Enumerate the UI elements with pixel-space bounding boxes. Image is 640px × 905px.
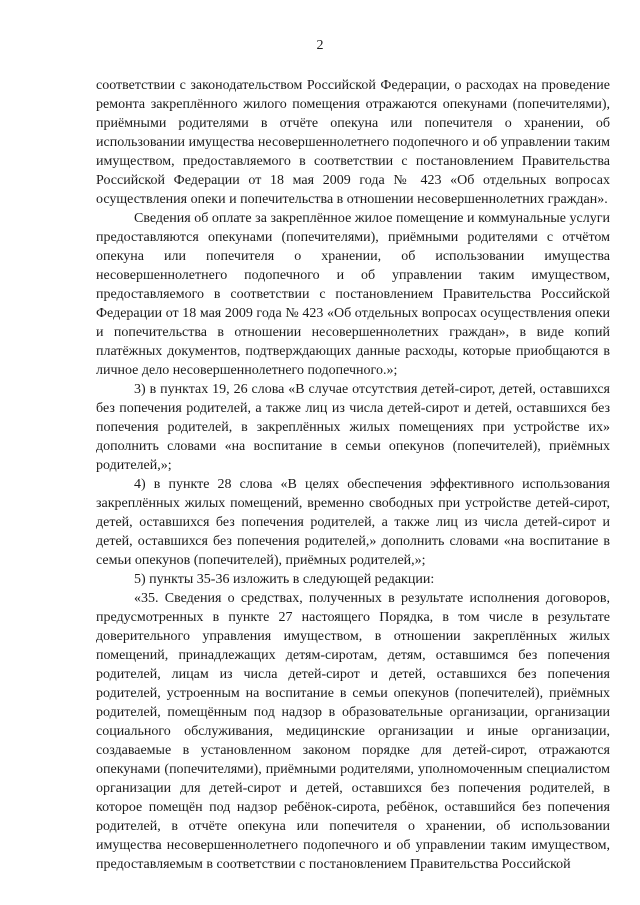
page-number: 2 [316,38,324,53]
document-body [96,76,610,874]
paragraph-5: 5) пункты 35-36 изложить в следующей редакции: [134,572,435,587]
paragraph-4: 4) в пункте 28 слова «В целях обеспечения эффективного использования закреплённых жилых помещений, временно свободных при устройстве детей-сирот, детей, оставшихся без попечения родителей, а также лиц из числа детей-сирот и детей, оставшихся без попечения родителей,» дополнить словами «на воспитание в семьи опекунов (попечителей), приёмных родителей,»; [96,477,610,568]
paragraph-2: Сведения об оплате за закреплённое жилое помещение и коммунальные услуги предоставляются опекунами (попечителями), приёмными родителями с отчётом опекуна или попечителя о хранении, об использовании имущества несовершеннолетнего подопечного и об управлении таким имуществом, предоставляемого в соответствии с постановлением Правительства Российской Федерации от 18 мая 2009 года № 423 «Об отдельных вопросах осуществления опеки и попечительства в отношении несовершеннолетних граждан», в виде копий платёжных документов, подтверждающих данные расходы, которые приобщаются в личное дело несовершеннолетнего подопечного.»; [96,211,610,378]
paragraph-1: соответствии с законодательством Российской Федерации, о расходах на проведение ремонта закреплённого жилого помещения отражаются опекунами (попечителями), приёмными родителями в отчёте опекуна или попечителя о хранении, об использовании имущества несовершеннолетнего подопечного и об управлении таким имуществом, предоставляемого в соответствии с постановлением Правительства Российской Федерации от 18 мая 2009 года № 423 «Об отдельных вопросах осуществления опеки и попечительства в отношении несовершеннолетних граждан». [96,78,610,207]
paragraph-3: 3) в пунктах 19, 26 слова «В случае отсутствия детей-сирот, детей, оставшихся без попечения родителей, а также лиц из числа детей-сирот и детей, оставшихся без попечения родителей, в закреплённых жилых помещениях при устройстве их» дополнить словами «на воспитание в семьи опекунов (попечителей), приёмных родителей,»; [96,382,610,473]
paragraph-6: «35. Сведения о средствах, полученных в результате исполнения договоров, предусмотренных в пункте 27 настоящего Порядка, в том числе в результате доверительного управления имуществом, в отношении закреплённых жилых помещений, принадлежащих детям-сиротам, детям, оставшимся без попечения родителей, лицам из числа детей-сирот и детей, оставшихся без попечения родителей, устроенным на воспитание в семьи опекунов (попечителей), приёмных родителей, помещённым под надзор в образовательные организации, организации социального обслуживания, медицинские организации и иные организации, создаваемые в установленном законом порядке для детей-сирот, отражаются опекунами (попечителями), приёмными родителями, уполномоченным специалистом организации для детей-сирот и детей, оставшихся без попечения родителей, в которое помещён под надзор ребёнок-сирота, ребёнок, оставшийся без попечения родителей, в отчёте опекуна или попечителя о хранении, об использовании имущества несовершеннолетнего подопечного и об управлении таким имуществом, предоставляемым в соответствии с постановлением Правительства Российской [96,591,610,872]
